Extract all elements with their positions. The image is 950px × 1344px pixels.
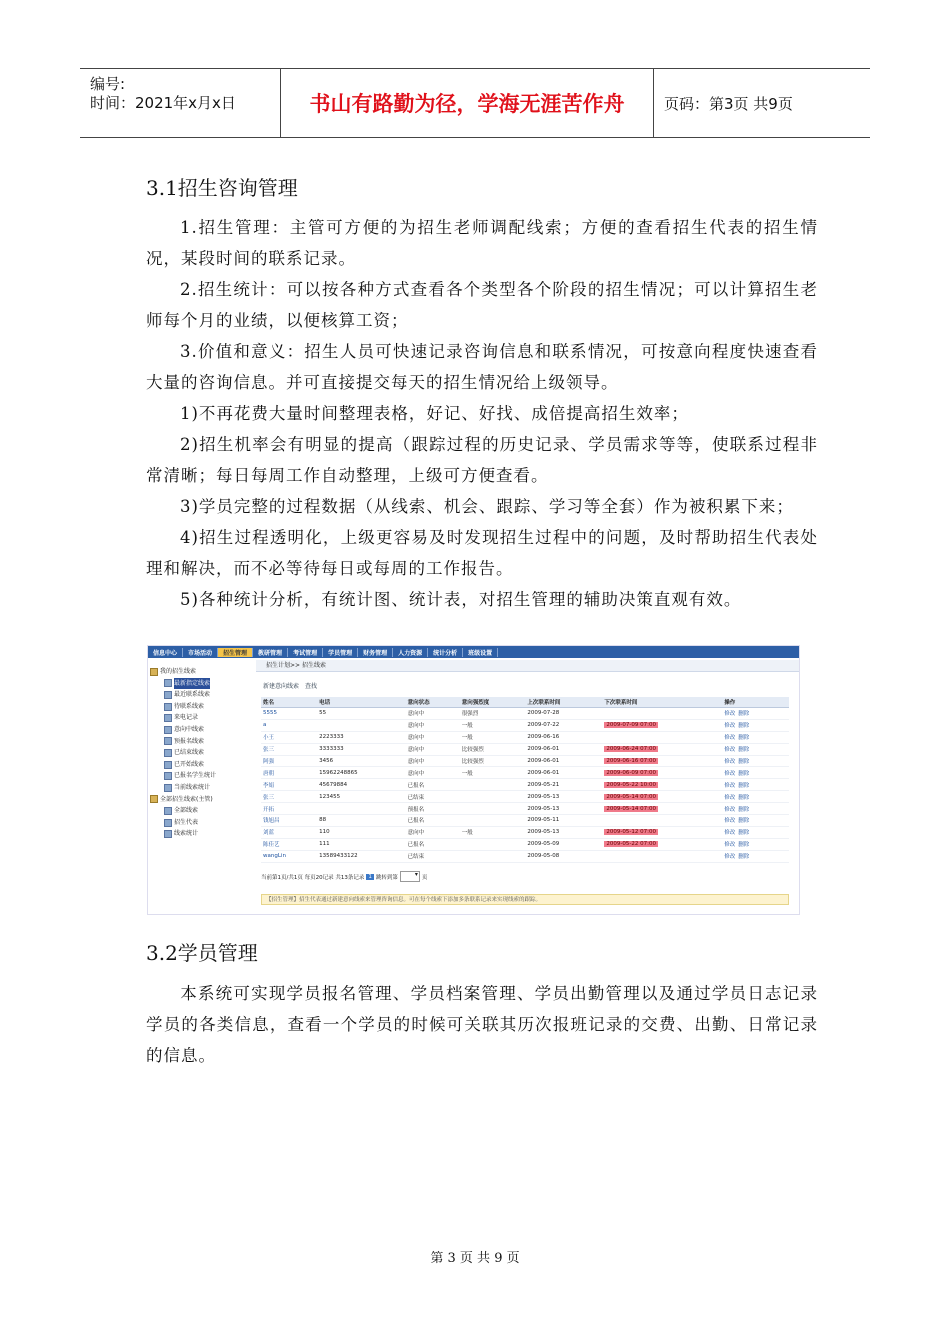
paragraph: 1.招生管理：主管可方便的为招生老师调配线索；方便的查看招生代表的招生情况，某段时间的联系记录。 [146,218,818,268]
table-cell [460,779,526,791]
table-cell: 110 [317,826,405,838]
table-cell: 2009-05-09 [525,838,602,850]
table-cell[interactable]: 开拓 [261,803,317,815]
document-icon [164,703,172,711]
edit-link[interactable]: 修改 [724,782,736,789]
table-cell [722,779,789,791]
page-select[interactable] [400,871,420,882]
table-row [261,803,789,815]
document-icon [164,691,172,699]
pager-goto-label: 跳转到第 [375,874,398,881]
date-label: 时间：2021年x月x日 [90,94,236,112]
tree-item-label: 当前线索统计 [174,783,211,791]
table-cell [602,803,722,815]
edit-link[interactable]: 修改 [724,723,736,730]
document-icon [164,714,172,722]
table-row [261,743,789,755]
page-footer: 第 3 页 共 9 页 [430,1251,520,1266]
document-icon [164,819,172,827]
app-top-nav [148,646,800,658]
column-header[interactable]: 下次联系时间 [602,697,722,708]
tree-item[interactable] [150,794,255,806]
table-row [261,815,789,827]
paragraph: 2.招生统计：可以按各种方式查看各个类型各个阶段的招生情况；可以计算招生老师每个月的业绩，以便核算工资； [146,280,818,330]
table-cell: 15962248865 [317,767,405,779]
table-cell [722,708,789,720]
table-cell: 一般 [460,826,526,838]
tree-item[interactable] [150,817,255,829]
table-cell: 已报名 [406,838,460,850]
table-cell [460,838,526,850]
tree-item-label: 招生代表 [174,818,199,826]
table-cell: 一般 [460,767,526,779]
table-cell[interactable]: 5555 [261,708,317,720]
table-cell: 意向中 [406,767,460,779]
delete-link[interactable]: 删除 [738,818,750,825]
table-cell[interactable]: 张三 [261,743,317,755]
document-icon [164,784,172,792]
overdue-date: 2009-06-24 07:00 [606,746,656,753]
table-cell: 2009-07-28 [525,708,602,720]
table-row [261,779,789,791]
table-cell[interactable]: 钱旭昌 [261,815,317,827]
table-cell: 2009-05-13 [525,826,602,838]
table-cell[interactable]: 阿强 [261,755,317,767]
table-cell: 2223333 [317,731,405,743]
tree-item[interactable] [150,689,255,701]
overdue-date: 2009-05-22 10:00 [606,781,656,788]
delete-link[interactable]: 删除 [738,782,750,789]
delete-link[interactable]: 删除 [738,830,750,837]
pager-current-page[interactable]: 1 [368,873,372,880]
table-cell [602,719,722,731]
table-cell [722,791,789,803]
table-cell [722,719,789,731]
table-cell [722,803,789,815]
enrollment-app-screenshot [147,645,800,915]
column-header[interactable]: 上次联系时间 [525,697,602,708]
table-row [261,731,789,743]
lead-tree [150,666,255,915]
overdue-date: 2009-05-14 07:00 [606,805,656,812]
pager-text: 当前第1页/共1页 每页20记录 共13条记录 [261,874,365,881]
tree-item-label: 全部招生线索(主管) [160,795,213,803]
table-cell[interactable]: 刘蓝 [261,826,317,838]
column-header[interactable]: 意向状态 [406,697,460,708]
search-button[interactable]: 查找 [305,683,318,690]
document-icon [164,726,172,734]
tree-item-label: 已结束线索 [174,749,205,757]
table-cell [602,838,722,850]
delete-link[interactable]: 删除 [738,759,750,765]
table-cell: 111 [317,838,405,850]
table-cell [602,826,722,838]
table-cell [722,755,789,767]
column-header[interactable]: 电话 [317,697,405,708]
nav-item[interactable]: 考试管理 [288,648,323,657]
document-icon [164,772,172,780]
section-title-3-2: 3.2学员管理 [146,941,258,965]
delete-link[interactable]: 删除 [738,794,750,801]
tree-item-label: 来电记录 [174,714,199,722]
table-cell[interactable]: a [261,719,317,731]
table-cell: 意向中 [406,731,460,743]
document-icon [164,830,172,838]
table-cell: 很强烈 [460,708,526,720]
table-cell [460,803,526,815]
table-row [261,767,789,779]
pager-suffix: 页 [421,874,428,881]
table-cell: 2009-05-13 [525,803,602,815]
table-cell: 已结束 [406,791,460,803]
nav-item[interactable]: 招生管理 [218,648,253,657]
column-header[interactable]: 意向强烈度 [460,697,526,708]
table-cell: 88 [317,815,405,827]
table-cell: 45679884 [317,779,405,791]
overdue-date: 2009-06-09 07:00 [606,769,656,776]
table-cell: 2009-06-01 [525,755,602,767]
edit-link[interactable]: 修改 [724,735,736,742]
table-cell: 意向中 [406,743,460,755]
table-cell: 2009-05-13 [525,791,602,803]
table-cell [722,815,789,827]
table-cell[interactable]: 陈佳艺 [261,838,317,850]
table-cell [722,826,789,838]
tree-item[interactable] [150,782,255,794]
table-cell[interactable]: 李娟 [261,779,317,791]
table-cell [602,850,722,862]
table-cell: 预报名 [406,803,460,815]
delete-link[interactable]: 删除 [738,747,750,754]
tree-item[interactable] [150,724,255,736]
paragraph: 2)招生机率会有明显的提高（跟踪过程的历史记录、学员需求等等，使联系过程非常清晰；每日每周工作自动整理，上级可方便查看。 [146,435,818,485]
tree-item-label: 预报名线索 [174,737,205,745]
tree-item[interactable] [150,666,255,678]
pager [261,871,427,882]
section-title-3-1: 3.1招生咨询管理 [146,176,298,200]
edit-link[interactable]: 修改 [724,854,736,861]
overdue-date: 2009-06-16 07:00 [606,758,656,764]
table-cell[interactable]: wangLin [261,850,317,862]
tree-item-label: 全部线索 [174,807,199,815]
table-cell [722,838,789,850]
nav-item[interactable]: 班级设置 [463,648,498,657]
table-cell [602,791,722,803]
tree-item[interactable] [150,701,255,713]
nav-item[interactable]: 财务管理 [358,648,393,657]
table-cell [460,791,526,803]
nav-item[interactable]: 统计分析 [428,648,463,657]
table-cell[interactable]: 张三 [261,791,317,803]
table-cell [722,731,789,743]
toolbar [263,682,317,691]
edit-link[interactable]: 修改 [724,711,736,718]
table-row [261,850,789,862]
table-cell: 2009-05-11 [525,815,602,827]
delete-link[interactable]: 删除 [738,723,750,730]
table-cell: 一般 [460,731,526,743]
nav-item[interactable]: 信息中心 [148,648,183,657]
column-header[interactable]: 操作 [722,697,789,708]
table-cell: 2009-06-01 [525,743,602,755]
document-icon [164,737,172,745]
table-cell [317,803,405,815]
overdue-date: 2009-05-14 07:00 [606,793,656,800]
table-cell [602,767,722,779]
new-lead-button[interactable]: 新建意向线索 [263,683,300,690]
header-meta-cell [80,69,281,137]
tree-item-label: 最近联系线索 [174,691,211,699]
folder-icon [150,795,158,803]
table-cell: 意向中 [406,826,460,838]
tree-item[interactable] [150,712,255,724]
edit-link[interactable]: 修改 [724,759,736,765]
delete-link[interactable]: 删除 [738,806,750,813]
table-cell: 比较强烈 [460,743,526,755]
table-cell [722,743,789,755]
table-cell: 123455 [317,791,405,803]
table-row [261,708,789,720]
table-cell: 已报名 [406,815,460,827]
delete-link[interactable]: 删除 [738,711,750,718]
nav-item[interactable]: 人力资源 [393,648,428,657]
table-cell: 意向中 [406,755,460,767]
tree-item[interactable] [150,770,255,782]
table-cell [722,850,789,862]
tree-item-label: 意向中线索 [174,725,205,733]
tree-item-label: 线索统计 [174,830,199,838]
overdue-date: 2009-05-22 07:00 [606,841,656,848]
table-row [261,838,789,850]
table-cell: 2009-07-22 [525,719,602,731]
tree-item[interactable] [150,736,255,748]
tree-item[interactable] [150,747,255,759]
table-row [261,719,789,731]
table-cell [722,767,789,779]
table-cell: 55 [317,708,405,720]
table-header-row [261,697,789,708]
tree-item-label: 已开始线索 [174,760,205,768]
table-cell: 2009-06-01 [525,767,602,779]
paragraph: 本系统可实现学员报名管理、学员档案管理、学员出勤管理以及通过学员日志记录学员的各类信息，查看一个学员的时候可关联其历次报班记录的交费、出勤、日常记录的信息。 [146,984,818,1065]
column-header[interactable]: 姓名 [261,697,317,708]
delete-link[interactable]: 删除 [738,854,750,861]
table-cell [602,779,722,791]
table-cell [602,815,722,827]
table-row [261,826,789,838]
help-notice: 【招生管理】招生代表通过新建意向线索来管理咨询信息。可在每个线索下添加多条联系记录来实现线索的跟踪。 [261,894,789,905]
table-cell[interactable]: 小王 [261,731,317,743]
tree-item[interactable] [150,805,255,817]
table-cell: 一般 [460,719,526,731]
document-icon [164,761,172,769]
table-cell [317,719,405,731]
breadcrumb: 招生计划>> 招生线索 [256,660,800,672]
tree-item-label: 最新指定线索 [174,678,210,690]
section2-body [146,978,818,1071]
table-cell [602,708,722,720]
table-cell: 13589433122 [317,850,405,862]
table-cell: 3333333 [317,743,405,755]
table-cell [602,755,722,767]
delete-link[interactable]: 删除 [738,842,750,849]
tree-item[interactable] [150,678,255,690]
paragraph: 5)各种统计分析，有统计图、统计表，对招生管理的辅助决策直观有效。 [180,590,742,609]
table-cell: 意向中 [406,708,460,720]
tree-item-label: 已报名学生统计 [174,772,217,780]
document-icon [164,749,172,757]
document-icon [164,807,172,815]
edit-link[interactable]: 修改 [724,806,736,813]
table-cell: 意向中 [406,719,460,731]
nav-item[interactable]: 市场活动 [183,648,218,657]
tree-item-label: 待联系线索 [174,702,205,710]
table-row [261,755,789,767]
table-cell [602,731,722,743]
edit-link[interactable]: 修改 [724,794,736,801]
table-cell: 2009-05-08 [525,850,602,862]
document-icon [164,679,172,687]
delete-link[interactable]: 删除 [738,770,750,777]
table-cell [460,815,526,827]
page-header [80,68,870,138]
table-cell [460,850,526,862]
edit-link[interactable]: 修改 [724,830,736,837]
table-cell: 已结束 [406,850,460,862]
lead-table [261,697,789,863]
paragraph: 4)招生过程透明化，上级更容易及时发现招生过程中的问题，及时帮助招生代表处理和解决，而不必等待每日或每周的工作报告。 [146,528,818,578]
table-cell: 比较强烈 [460,755,526,767]
tree-item[interactable] [150,828,255,840]
table-cell: 2009-05-21 [525,779,602,791]
table-cell: 已报名 [406,779,460,791]
nav-item[interactable]: 学员管理 [323,648,358,657]
paragraph: 3)学员完整的过程数据（从线索、机会、跟踪、学习等全套）作为被积累下来； [180,497,794,516]
table-cell [602,743,722,755]
nav-item[interactable]: 教研管理 [253,648,288,657]
tree-item[interactable] [150,759,255,771]
paragraph: 1)不再花费大量时间整理表格，好记、好找、成倍提高招生效率； [180,404,689,423]
tree-item-label: 我的招生线索 [160,668,197,675]
header-page-label: 页码：第3页 共9页 [664,94,793,113]
paragraph: 3.价值和意义：招生人员可快速记录咨询信息和联系情况，可按意向程度快速查看大量的咨询信息。并可直接提交每天的招生情况给上级领导。 [146,342,818,392]
code-label: 编号: [90,75,126,93]
section1-body [146,212,818,615]
table-cell: 2009-06-16 [525,731,602,743]
edit-link[interactable]: 修改 [724,747,736,754]
delete-link[interactable]: 删除 [738,735,750,742]
overdue-date: 2009-05-12 07:00 [606,829,656,836]
edit-link[interactable]: 修改 [724,842,736,849]
edit-link[interactable]: 修改 [724,770,736,777]
header-motto: 书山有路勤为径，学海无涯苦作舟 [281,69,654,137]
folder-icon [150,668,158,676]
edit-link[interactable]: 修改 [724,818,736,825]
table-cell[interactable]: 唐朝 [261,767,317,779]
table-row [261,791,789,803]
table-cell: 3456 [317,755,405,767]
overdue-date: 2009-07-09 07:00 [606,722,656,729]
